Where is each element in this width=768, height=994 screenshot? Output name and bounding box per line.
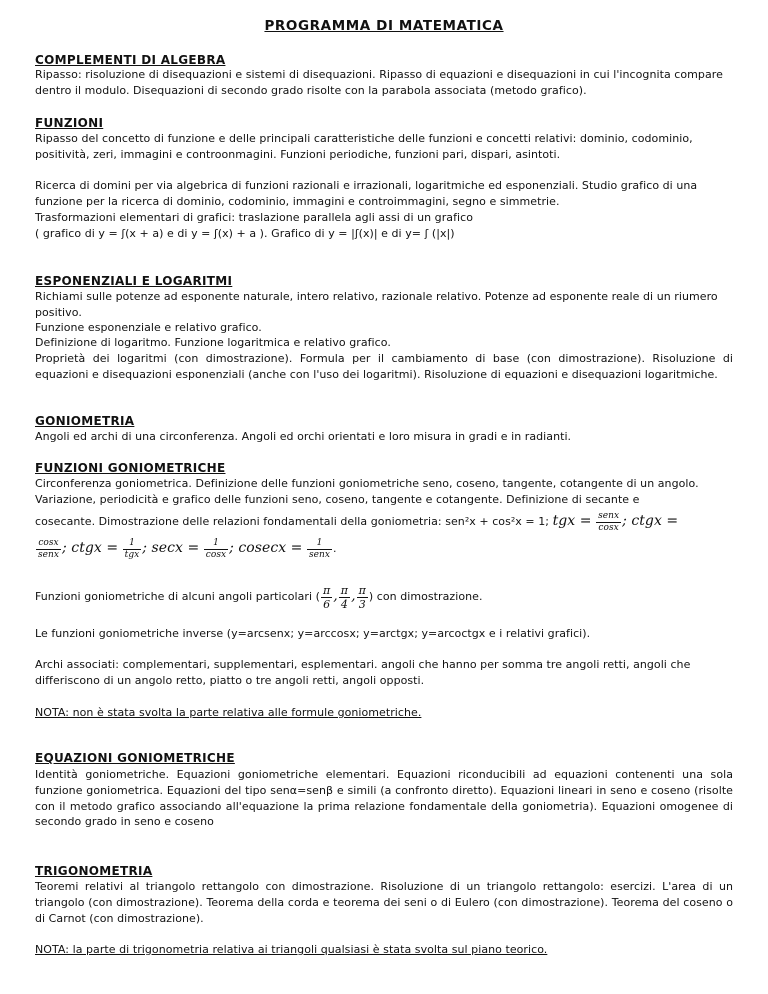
fraction-denominator: 3 (358, 597, 366, 611)
fraction-1-tgx (123, 538, 142, 561)
heading-equazioni: EQUAZIONI GONIOMETRICHE (35, 751, 235, 765)
formula-intro: cosecante. Dimostrazione delle relazioni fondamentali della goniometria: sen²x + cos²x = 1; (35, 515, 550, 528)
fraction-pi-6 (321, 584, 332, 611)
comma: , (351, 588, 356, 604)
paragraph-trigonometria: Teoremi relativi al triangolo rettangolo con dimostrazione. Risoluzione di un triangolo rettangolo: esercizi. L'area di un triangolo (con dimostrazione). Teorema della corda e teorema dei seni o di Eulero (con dimostrazione). Teorema del coseno o di Carnot (con dimostrazione). (35, 880, 733, 925)
formula-cosecx-label: ; cosecx = (229, 540, 303, 556)
heading-funzioni: FUNZIONI (35, 116, 104, 130)
fraction-numerator: 1 (123, 538, 142, 550)
fraction-pi-3 (357, 584, 368, 611)
fraction-denominator: 4 (340, 597, 348, 611)
fraction-senx-cosx (596, 511, 621, 534)
paragraph-archi: Archi associati: complementari, supplementari, esplementari. angoli che hanno per somma tre angoli retti, angoli che differiscono di un angolo retto, piatto o tre angoli retti, angoli opposti. (35, 658, 691, 687)
fraction-1-cosx (204, 538, 228, 561)
fraction-1-senx (307, 538, 332, 561)
angoli-outro: ) con dimostrazione. (368, 590, 483, 603)
heading-trigonometria: TRIGONOMETRIA (35, 864, 153, 878)
paragraph-goniometria: Angoli ed archi di una circonferenza. Angoli ed orchi orientati e loro misura in gradi e in radianti. (35, 430, 572, 443)
formula-tgx-label: tgx = (552, 513, 592, 529)
formula-line-2 (35, 534, 733, 563)
fraction-numerator: π (323, 583, 331, 597)
formula-line-1 (35, 508, 733, 535)
paragraph-funzioni-gon-1: Circonferenza goniometrica. Definizione delle funzioni goniometriche seno, coseno, tangente, cotangente di un angolo. Variazione, periodicità e grafico delle funzioni seno, coseno, tangente e cotangente. Definizione di secante e (35, 477, 699, 506)
heading-esponenziali: ESPONENZIALI E LOGARITMI (35, 274, 233, 288)
fraction-denominator: cosx (205, 549, 227, 560)
angoli-intro: Funzioni goniometriche di alcuni angoli particolari ( (35, 590, 320, 603)
fraction-cosx-senx (36, 538, 61, 561)
formula-ctgx2-label: ; ctgx = (62, 540, 119, 556)
paragraph-esponenziali-4: Proprietà dei logaritmi (con dimostrazione). Formula per il cambiamento di base (con dimostrazione). Risoluzione di equazioni e disequazioni esponenziali (anche con l'uso dei logaritmi). Risoluzione di equazioni e disequazioni logaritmiche. (35, 352, 733, 381)
page-title: PROGRAMMA DI MATEMATICA (264, 18, 504, 34)
heading-algebra: COMPLEMENTI DI ALGEBRA (35, 53, 226, 67)
fraction-denominator: senx (38, 549, 60, 560)
paragraph-funzioni-2: Ricerca di domini per via algebrica di funzioni razionali e irrazionali, logaritmiche ed esponenziali. Studio grafico di una funzione per la ricerca di dominio, codominio, immagini e controimmagini, segno e simmetrie. (35, 179, 698, 208)
paragraph-esponenziali-1: Richiami sulle potenze ad esponente naturale, intero relativo, razionale relativo. Potenze ad esponente reale di un riumero positivo. (35, 290, 718, 319)
comma: , (333, 588, 338, 604)
paragraph-funzioni-4: ( grafico di y = ʃ(x + a) e di y = ʃ(x) + a ). Grafico di y = |ʃ(x)| e di y= ʃ (|x|) (35, 227, 455, 240)
fraction-numerator: cosx (36, 538, 61, 550)
heading-funzioni-goniometriche: FUNZIONI GONIOMETRICHE (35, 461, 226, 475)
fraction-numerator: 1 (307, 538, 332, 550)
fraction-denominator: 6 (323, 597, 331, 611)
nota-goniometriche: NOTA: non è stata svolta la parte relativa alle formule goniometriche. (35, 706, 422, 719)
fraction-numerator: senx (598, 510, 620, 521)
paragraph-algebra: Ripasso: risoluzione di disequazioni e sistemi di disequazioni. Ripasso di equazioni e disequazioni in cui l'incognita compare dentro il modulo. Disequazioni di secondo grado risolte con la parabola associata (metodo grafico). (35, 68, 723, 97)
paragraph-funzioni-3: Trasformazioni elementari di grafici: traslazione parallela agli assi di un grafico (35, 211, 473, 224)
paragraph-funzioni-1: Ripasso del concetto di funzione e delle principali caratteristiche delle funzioni e concetti relativi: dominio, codominio, positività, zeri, immagini e controonmagini. Funzioni periodiche, funzioni pari, dispari, asintoti. (35, 132, 693, 161)
paragraph-equazioni: Identità goniometriche. Equazioni goniometriche elementari. Equazioni riconducibili ad equazioni contenenti una sola funzione goniometrica. Equazioni del tipo senα=senβ e simili (a confronto diretto). Equazioni lineari in seno e coseno (risolte con il metodo grafico associando all'equazione la prima relazione fondamentale della goniometria). Equazioni omogenee di secondo grado in seno e coseno (35, 768, 733, 829)
fraction-numerator: 1 (204, 538, 228, 550)
heading-goniometria: GONIOMETRIA (35, 414, 135, 428)
paragraph-esponenziali-3: Definizione di logaritmo. Funzione logaritmica e relativo grafico. (35, 336, 391, 349)
fraction-numerator: π (340, 583, 349, 597)
angoli-particolari-line (35, 580, 733, 613)
fraction-numerator: π (358, 583, 366, 597)
paragraph-esponenziali-2: Funzione esponenziale e relativo grafico. (35, 321, 262, 334)
formula-end-dot: . (333, 542, 337, 555)
formula-ctgx-label: ; ctgx = (622, 513, 679, 529)
fraction-denominator: tgx (124, 549, 140, 560)
formula-secx-label: ; secx = (142, 540, 200, 556)
nota-trigonometria: NOTA: la parte di trigonometria relativa ai triangoli qualsiasi è stata svolta sul piano teorico. (35, 943, 548, 956)
fraction-denominator: cosx (598, 522, 619, 533)
paragraph-inverse: Le funzioni goniometriche inverse (y=arcsenx; y=arccosx; y=arctgx; y=arcoctgx e i relativi grafici). (35, 627, 591, 640)
fraction-denominator: senx (309, 549, 331, 560)
fraction-pi-4 (339, 584, 350, 611)
